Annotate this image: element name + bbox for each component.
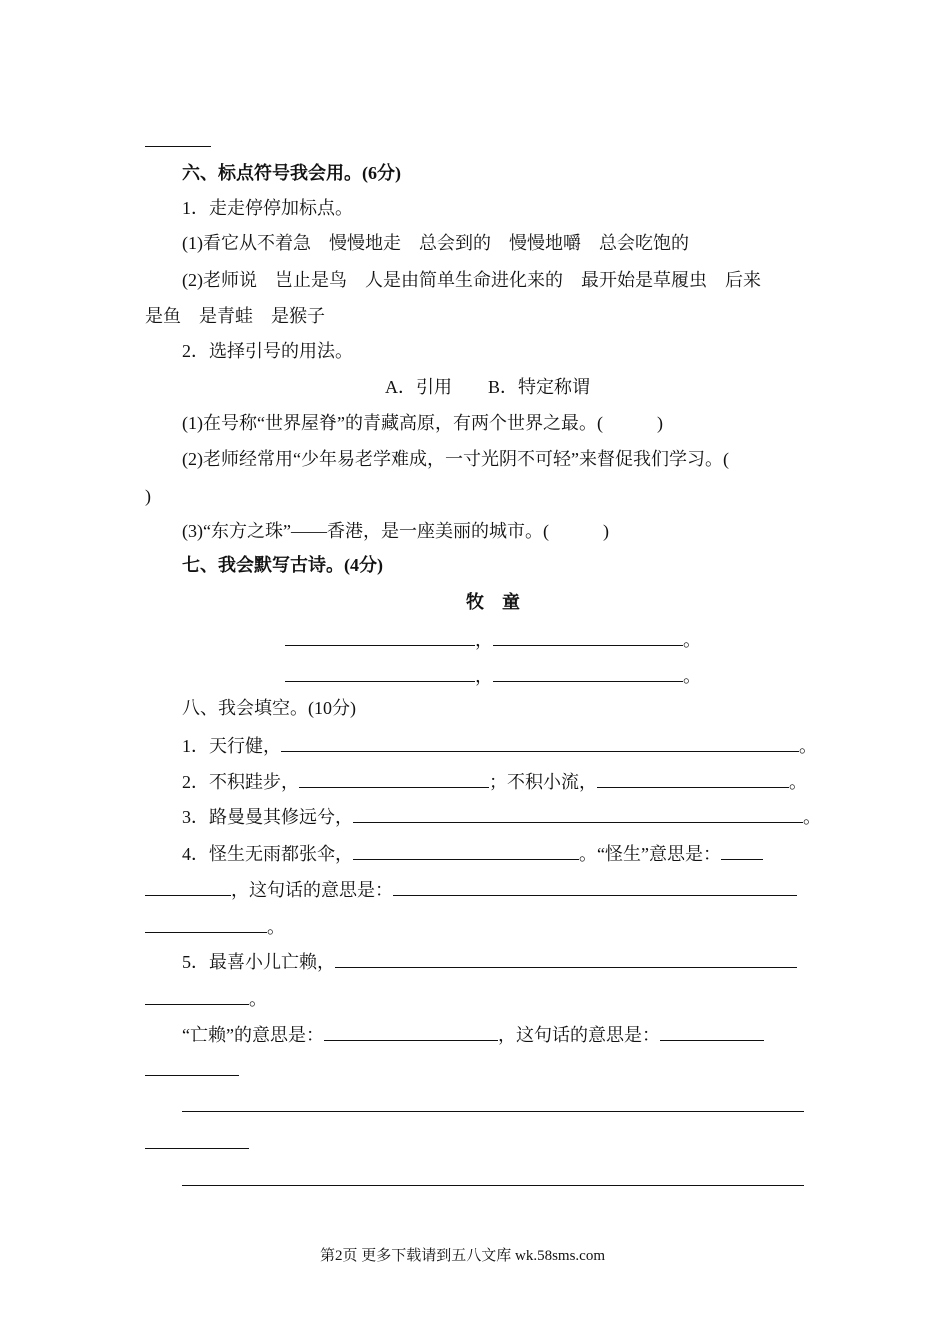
q5-blank-2[interactable] bbox=[324, 1021, 498, 1041]
section-8-q4-line-2: ，这句话的意思是： bbox=[145, 876, 797, 902]
q2-blank-2[interactable] bbox=[597, 768, 789, 788]
section-6-q2-options: A．引用 B．特定称谓 bbox=[385, 377, 591, 397]
section-8-q5-meaning-line: “亡赖”的意思是： ，这句话的意思是： bbox=[182, 1021, 764, 1047]
section-6-q1-item-2-line-1: (2)老师说 岂止是鸟 人是由简单生命进化来的 最开始是草履虫 后来 bbox=[182, 270, 761, 290]
page-footer: 第2页 更多下载请到五八文库 wk.58sms.com bbox=[320, 1248, 606, 1264]
q5-blank-3-line-2 bbox=[145, 1075, 239, 1076]
q5-blank-1-end[interactable] bbox=[145, 985, 249, 1005]
section-6-q2-item-3: (3)“东方之珠”——香港，是一座美丽的城市。( ) bbox=[182, 521, 609, 541]
poem-blank-4[interactable] bbox=[493, 662, 683, 682]
section-8-q5-line-1: 5．最喜小儿亡赖， bbox=[182, 948, 797, 974]
section-6-q1-item-1: (1)看它从不着急 慢慢地走 总会到的 慢慢地嚼 总会吃饱的 bbox=[182, 233, 689, 253]
section-8-title: 八、我会填空。(10分) bbox=[182, 698, 356, 718]
section-6-title: 六、标点符号我会用。(6分) bbox=[182, 163, 401, 183]
poem-blank-1[interactable] bbox=[285, 626, 475, 646]
q4-blank-2-start[interactable] bbox=[721, 840, 763, 860]
q4-blank-1[interactable] bbox=[353, 840, 579, 860]
q5-blank-1-start[interactable] bbox=[335, 948, 797, 968]
poem-line-2: ， 。 bbox=[285, 662, 701, 688]
q3-blank[interactable] bbox=[353, 803, 803, 823]
section-6-q2-item-2-line-1: (2)老师经常用“少年易老学难成，一寸光阴不可轻”来督促我们学习。( bbox=[182, 449, 729, 469]
poem-blank-2[interactable] bbox=[493, 626, 683, 646]
q4-blank-2-end[interactable] bbox=[145, 876, 231, 896]
section-8-q3: 3．路曼曼其修远兮， 。 bbox=[182, 803, 821, 829]
q5-answer-line-1 bbox=[182, 1111, 804, 1112]
section-8-q4-line-1: 4．怪生无雨都张伞， 。“怪生”意思是： bbox=[182, 840, 763, 866]
section-6-q2-stem: 2．选择引号的用法。 bbox=[182, 341, 353, 361]
q1-blank[interactable] bbox=[281, 732, 799, 752]
poem-title: 牧 童 bbox=[466, 592, 520, 612]
section-6-q1-stem: 1．走走停停加标点。 bbox=[182, 198, 353, 218]
section-8-q5-line-2: 。 bbox=[145, 985, 267, 1011]
section-6-q1-item-2-line-2: 是鱼 是青蛙 是猴子 bbox=[145, 306, 325, 326]
section-8-q1: 1．天行健， 。 bbox=[182, 732, 817, 758]
poem-line-1: ， 。 bbox=[285, 626, 701, 652]
q4-blank-3-start[interactable] bbox=[393, 876, 797, 896]
q5-blank-3-start[interactable] bbox=[660, 1021, 764, 1041]
section-8-q2: 2．不积跬步， ；不积小流， 。 bbox=[182, 768, 807, 794]
poem-blank-3[interactable] bbox=[285, 662, 475, 682]
q4-blank-3-end[interactable] bbox=[145, 913, 267, 933]
q5-answer-line-2 bbox=[182, 1185, 804, 1186]
section-7-title: 七、我会默写古诗。(4分) bbox=[182, 555, 383, 575]
section-8-q4-line-3: 。 bbox=[145, 913, 285, 939]
section-6-q2-item-2-line-2: ) bbox=[145, 486, 151, 506]
section-6-q2-item-1: (1)在号称“世界屋脊”的青藏高原，有两个世界之最。( ) bbox=[182, 413, 663, 433]
top-blank-line bbox=[145, 146, 211, 147]
q2-blank-1[interactable] bbox=[299, 768, 489, 788]
q5-answer-line-1-continued bbox=[145, 1148, 249, 1149]
